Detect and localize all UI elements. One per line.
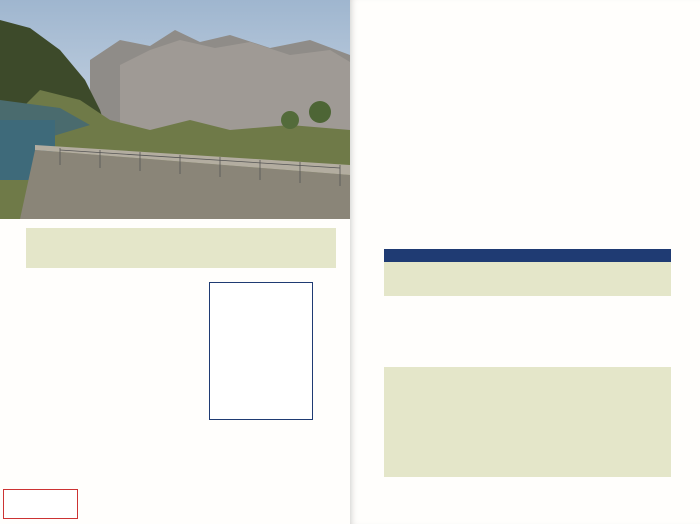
facilities-heading (384, 249, 671, 262)
nostromo-watermark-logo (3, 489, 78, 519)
route-profile-diagram (209, 282, 313, 420)
stage-info-box (384, 367, 671, 477)
variant-note-box (26, 228, 336, 268)
mountain-dam-photo (0, 0, 350, 219)
facilities-box (384, 262, 671, 296)
